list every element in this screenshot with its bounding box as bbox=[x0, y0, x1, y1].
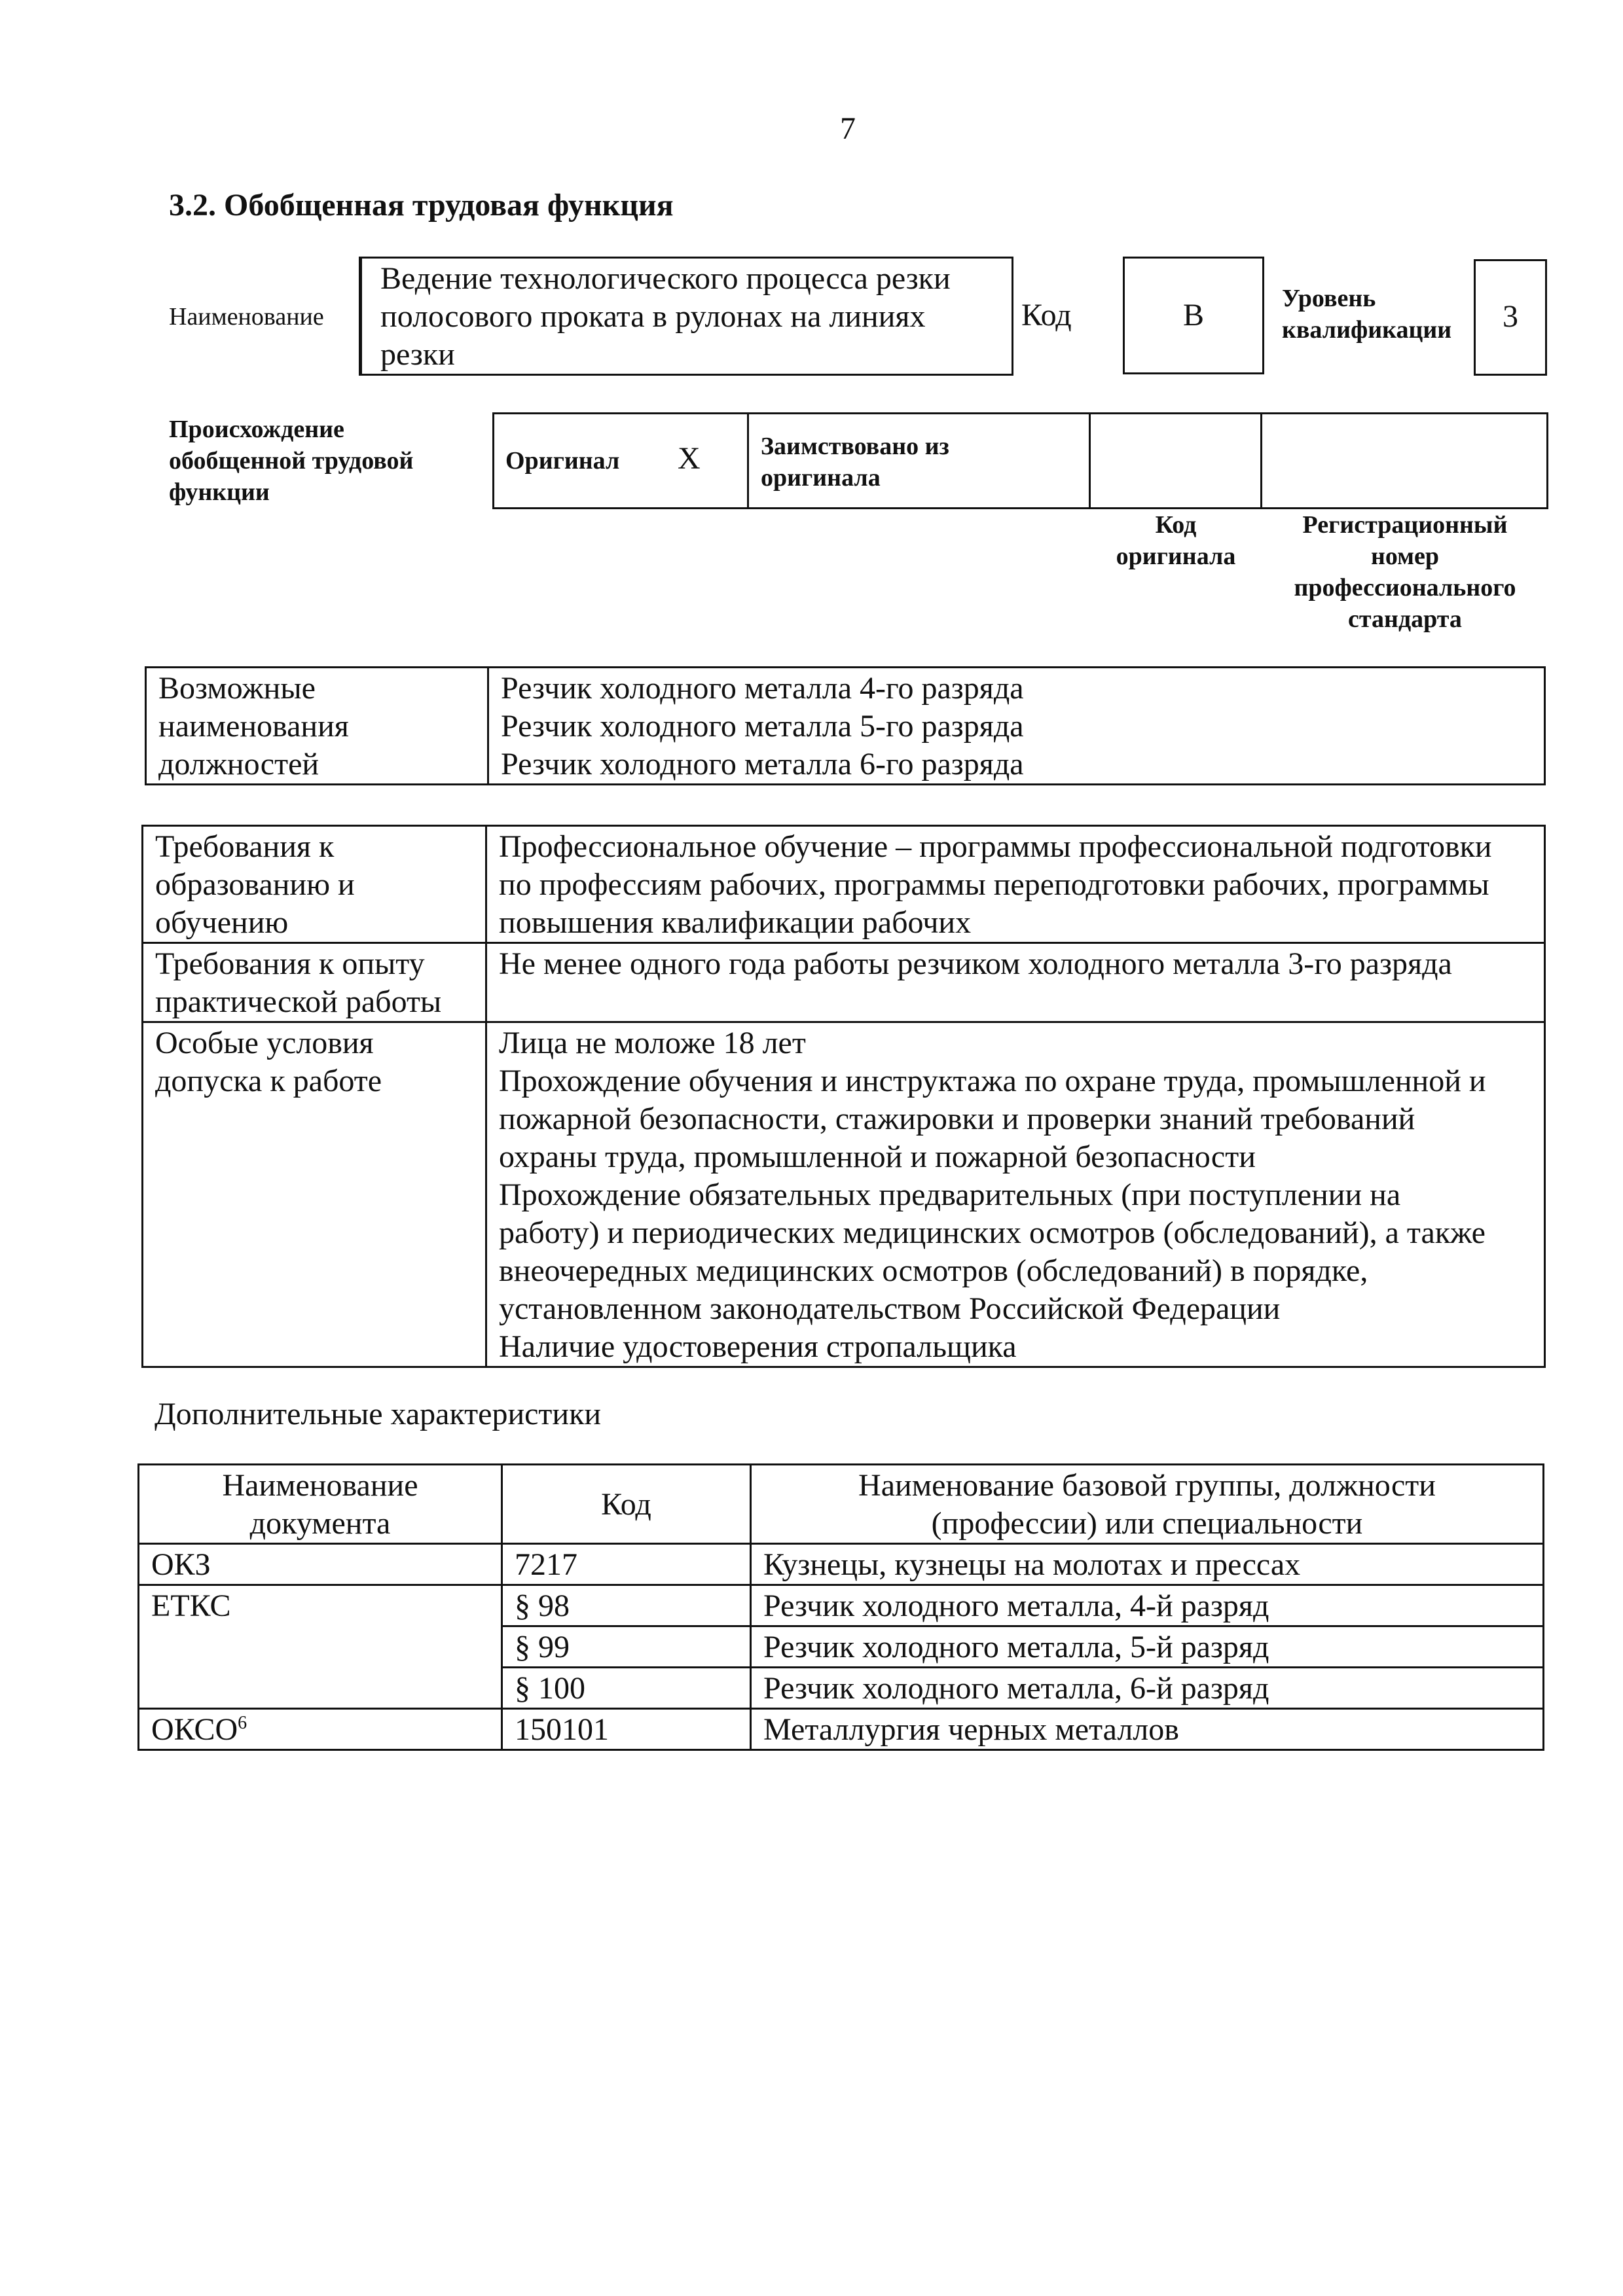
column-header-line: (профессии) или специальности bbox=[931, 1506, 1363, 1541]
origin-divider bbox=[747, 412, 749, 509]
section-title: 3.2. Обобщенная трудовая функция bbox=[169, 188, 674, 223]
document-cell bbox=[139, 1709, 502, 1750]
positions-label-line: должностей bbox=[158, 747, 319, 781]
requirement-value-line: Лица не моложе 18 лет bbox=[499, 1026, 806, 1060]
registration-caption-line: Регистрационный bbox=[1302, 511, 1508, 539]
function-name-line: полосового проката в рулонах на линиях bbox=[380, 299, 926, 334]
code-cell: § 98 bbox=[502, 1585, 751, 1626]
code-label: Код bbox=[1021, 298, 1072, 332]
borrowed-label-line: оригинала bbox=[761, 464, 881, 492]
original-code-caption-line: оригинала bbox=[1116, 543, 1236, 570]
position-item: Резчик холодного металла 4-го разряда bbox=[501, 671, 1024, 706]
code-cell: 150101 bbox=[502, 1709, 751, 1750]
code-cell: 7217 bbox=[502, 1544, 751, 1585]
requirement-value-line: Прохождение обучения и инструктажа по охране труда, промышленной и bbox=[499, 1064, 1486, 1098]
original-code-caption-line: Код bbox=[1155, 511, 1197, 539]
requirement-label-line: практической работы bbox=[155, 984, 442, 1019]
requirement-value-line: по профессиям рабочих, программы переподготовки рабочих, программы bbox=[499, 867, 1489, 902]
document-cell: ЕТКС bbox=[139, 1585, 502, 1709]
code-cell: § 99 bbox=[502, 1626, 751, 1668]
column-header-line: документа bbox=[249, 1506, 391, 1541]
original-label: Оригинал bbox=[505, 447, 620, 475]
requirements-table bbox=[141, 825, 1546, 1368]
registration-caption-line: номер bbox=[1370, 543, 1440, 570]
positions-value-cell bbox=[488, 668, 1545, 785]
registration-caption-line: профессионального bbox=[1294, 574, 1516, 601]
requirement-label-line: Требования к опыту bbox=[155, 946, 425, 981]
code-cell: § 100 bbox=[502, 1668, 751, 1709]
table-row bbox=[139, 1585, 1544, 1626]
column-header-line: Код bbox=[601, 1487, 651, 1522]
level-label-line: квалификации bbox=[1282, 316, 1452, 344]
occupation-cell: Резчик холодного металла, 5-й разряд bbox=[751, 1626, 1544, 1668]
document-name: ОКСО bbox=[151, 1712, 238, 1747]
borrowed-label-line: Заимствовано из bbox=[761, 433, 949, 460]
occupation-cell: Резчик холодного металла, 6-й разряд bbox=[751, 1668, 1544, 1709]
code-value: B bbox=[1182, 298, 1204, 332]
column-header-code bbox=[502, 1465, 751, 1544]
registration-number-caption bbox=[1262, 509, 1548, 635]
column-header-document bbox=[139, 1465, 502, 1544]
requirement-value-line: Не менее одного года работы резчиком холодного металла 3-го разряда bbox=[499, 946, 1452, 981]
origin-divider bbox=[1260, 412, 1262, 509]
requirement-value-cell bbox=[486, 826, 1545, 943]
table-row bbox=[139, 1709, 1544, 1750]
position-item: Резчик холодного металла 5-го разряда bbox=[501, 709, 1024, 744]
requirement-value-line: Наличие удостоверения стропальщика bbox=[499, 1329, 1017, 1364]
requirement-value-line: внеочередных медицинских осмотров (обследований) в порядке, bbox=[499, 1253, 1368, 1288]
footnote-mark: 6 bbox=[238, 1713, 247, 1733]
additional-title: Дополнительные характеристики bbox=[155, 1397, 602, 1431]
column-header-line: Наименование bbox=[222, 1468, 418, 1503]
requirement-label-cell bbox=[143, 826, 486, 943]
requirement-value-line: пожарной безопасности, стажировки и проверки знаний требований bbox=[499, 1102, 1415, 1136]
name-label: Наименование bbox=[169, 303, 324, 331]
original-code-caption bbox=[1090, 509, 1262, 572]
level-label-line: Уровень bbox=[1282, 285, 1376, 312]
level-label bbox=[1282, 283, 1451, 346]
requirement-value-line: работу) и периодических медицинских осмотров (обследований), а также bbox=[499, 1215, 1486, 1250]
table-row bbox=[143, 943, 1545, 1022]
table-row bbox=[143, 1022, 1545, 1367]
occupation-cell: Металлургия черных металлов bbox=[751, 1709, 1544, 1750]
origin-label bbox=[169, 414, 413, 508]
requirement-label-line: Требования к bbox=[155, 829, 335, 864]
requirement-value-line: Профессиональное обучение – программы профессиональной подготовки bbox=[499, 829, 1492, 864]
table-row bbox=[143, 826, 1545, 943]
column-header-line: Наименование базовой группы, должности bbox=[858, 1468, 1436, 1503]
document-cell: ОКЗ bbox=[139, 1544, 502, 1585]
table-header-row bbox=[139, 1465, 1544, 1544]
additional-table bbox=[137, 1463, 1544, 1751]
positions-label-cell bbox=[146, 668, 488, 785]
positions-table bbox=[145, 666, 1546, 785]
requirement-value-line: Прохождение обязательных предварительных (при поступлении на bbox=[499, 1177, 1401, 1212]
requirement-value-line: повышения квалификации рабочих bbox=[499, 905, 972, 940]
function-name-line: резки bbox=[380, 337, 455, 372]
requirement-label-cell bbox=[143, 943, 486, 1022]
table-row bbox=[139, 1544, 1544, 1585]
origin-label-line: Происхождение bbox=[169, 416, 344, 443]
page-number: 7 bbox=[840, 111, 856, 146]
table-row bbox=[146, 668, 1545, 785]
requirement-value-cell bbox=[486, 943, 1545, 1022]
requirement-label-cell bbox=[143, 1022, 486, 1367]
level-value: 3 bbox=[1503, 299, 1518, 334]
origin-label-line: функции bbox=[169, 478, 270, 506]
requirement-label-line: образованию и bbox=[155, 867, 355, 902]
requirement-label-line: Особые условия bbox=[155, 1026, 374, 1060]
positions-label-line: наименования bbox=[158, 709, 349, 744]
requirement-label-line: допуска к работе bbox=[155, 1064, 382, 1098]
requirement-value-cell bbox=[486, 1022, 1545, 1367]
origin-table bbox=[492, 412, 1548, 509]
function-name-box bbox=[359, 257, 1013, 376]
positions-label-line: Возможные bbox=[158, 671, 316, 706]
occupation-cell: Резчик холодного металла, 4-й разряд bbox=[751, 1585, 1544, 1626]
function-name-line: Ведение технологического процесса резки bbox=[380, 261, 951, 296]
origin-label-line: обобщенной трудовой bbox=[169, 447, 414, 475]
registration-caption-line: стандарта bbox=[1348, 605, 1462, 633]
origin-divider bbox=[1089, 412, 1091, 509]
requirement-value-line: охраны труда, промышленной и пожарной безопасности bbox=[499, 1139, 1256, 1174]
requirement-label-line: обучению bbox=[155, 905, 289, 940]
borrowed-label bbox=[761, 431, 949, 493]
position-item: Резчик холодного металла 6-го разряда bbox=[501, 747, 1024, 781]
column-header-name bbox=[751, 1465, 1544, 1544]
occupation-cell: Кузнецы, кузнецы на молотах и прессах bbox=[751, 1544, 1544, 1585]
requirement-value-line: установленном законодательством Российской Федерации bbox=[499, 1291, 1281, 1326]
original-mark: X bbox=[678, 441, 701, 476]
